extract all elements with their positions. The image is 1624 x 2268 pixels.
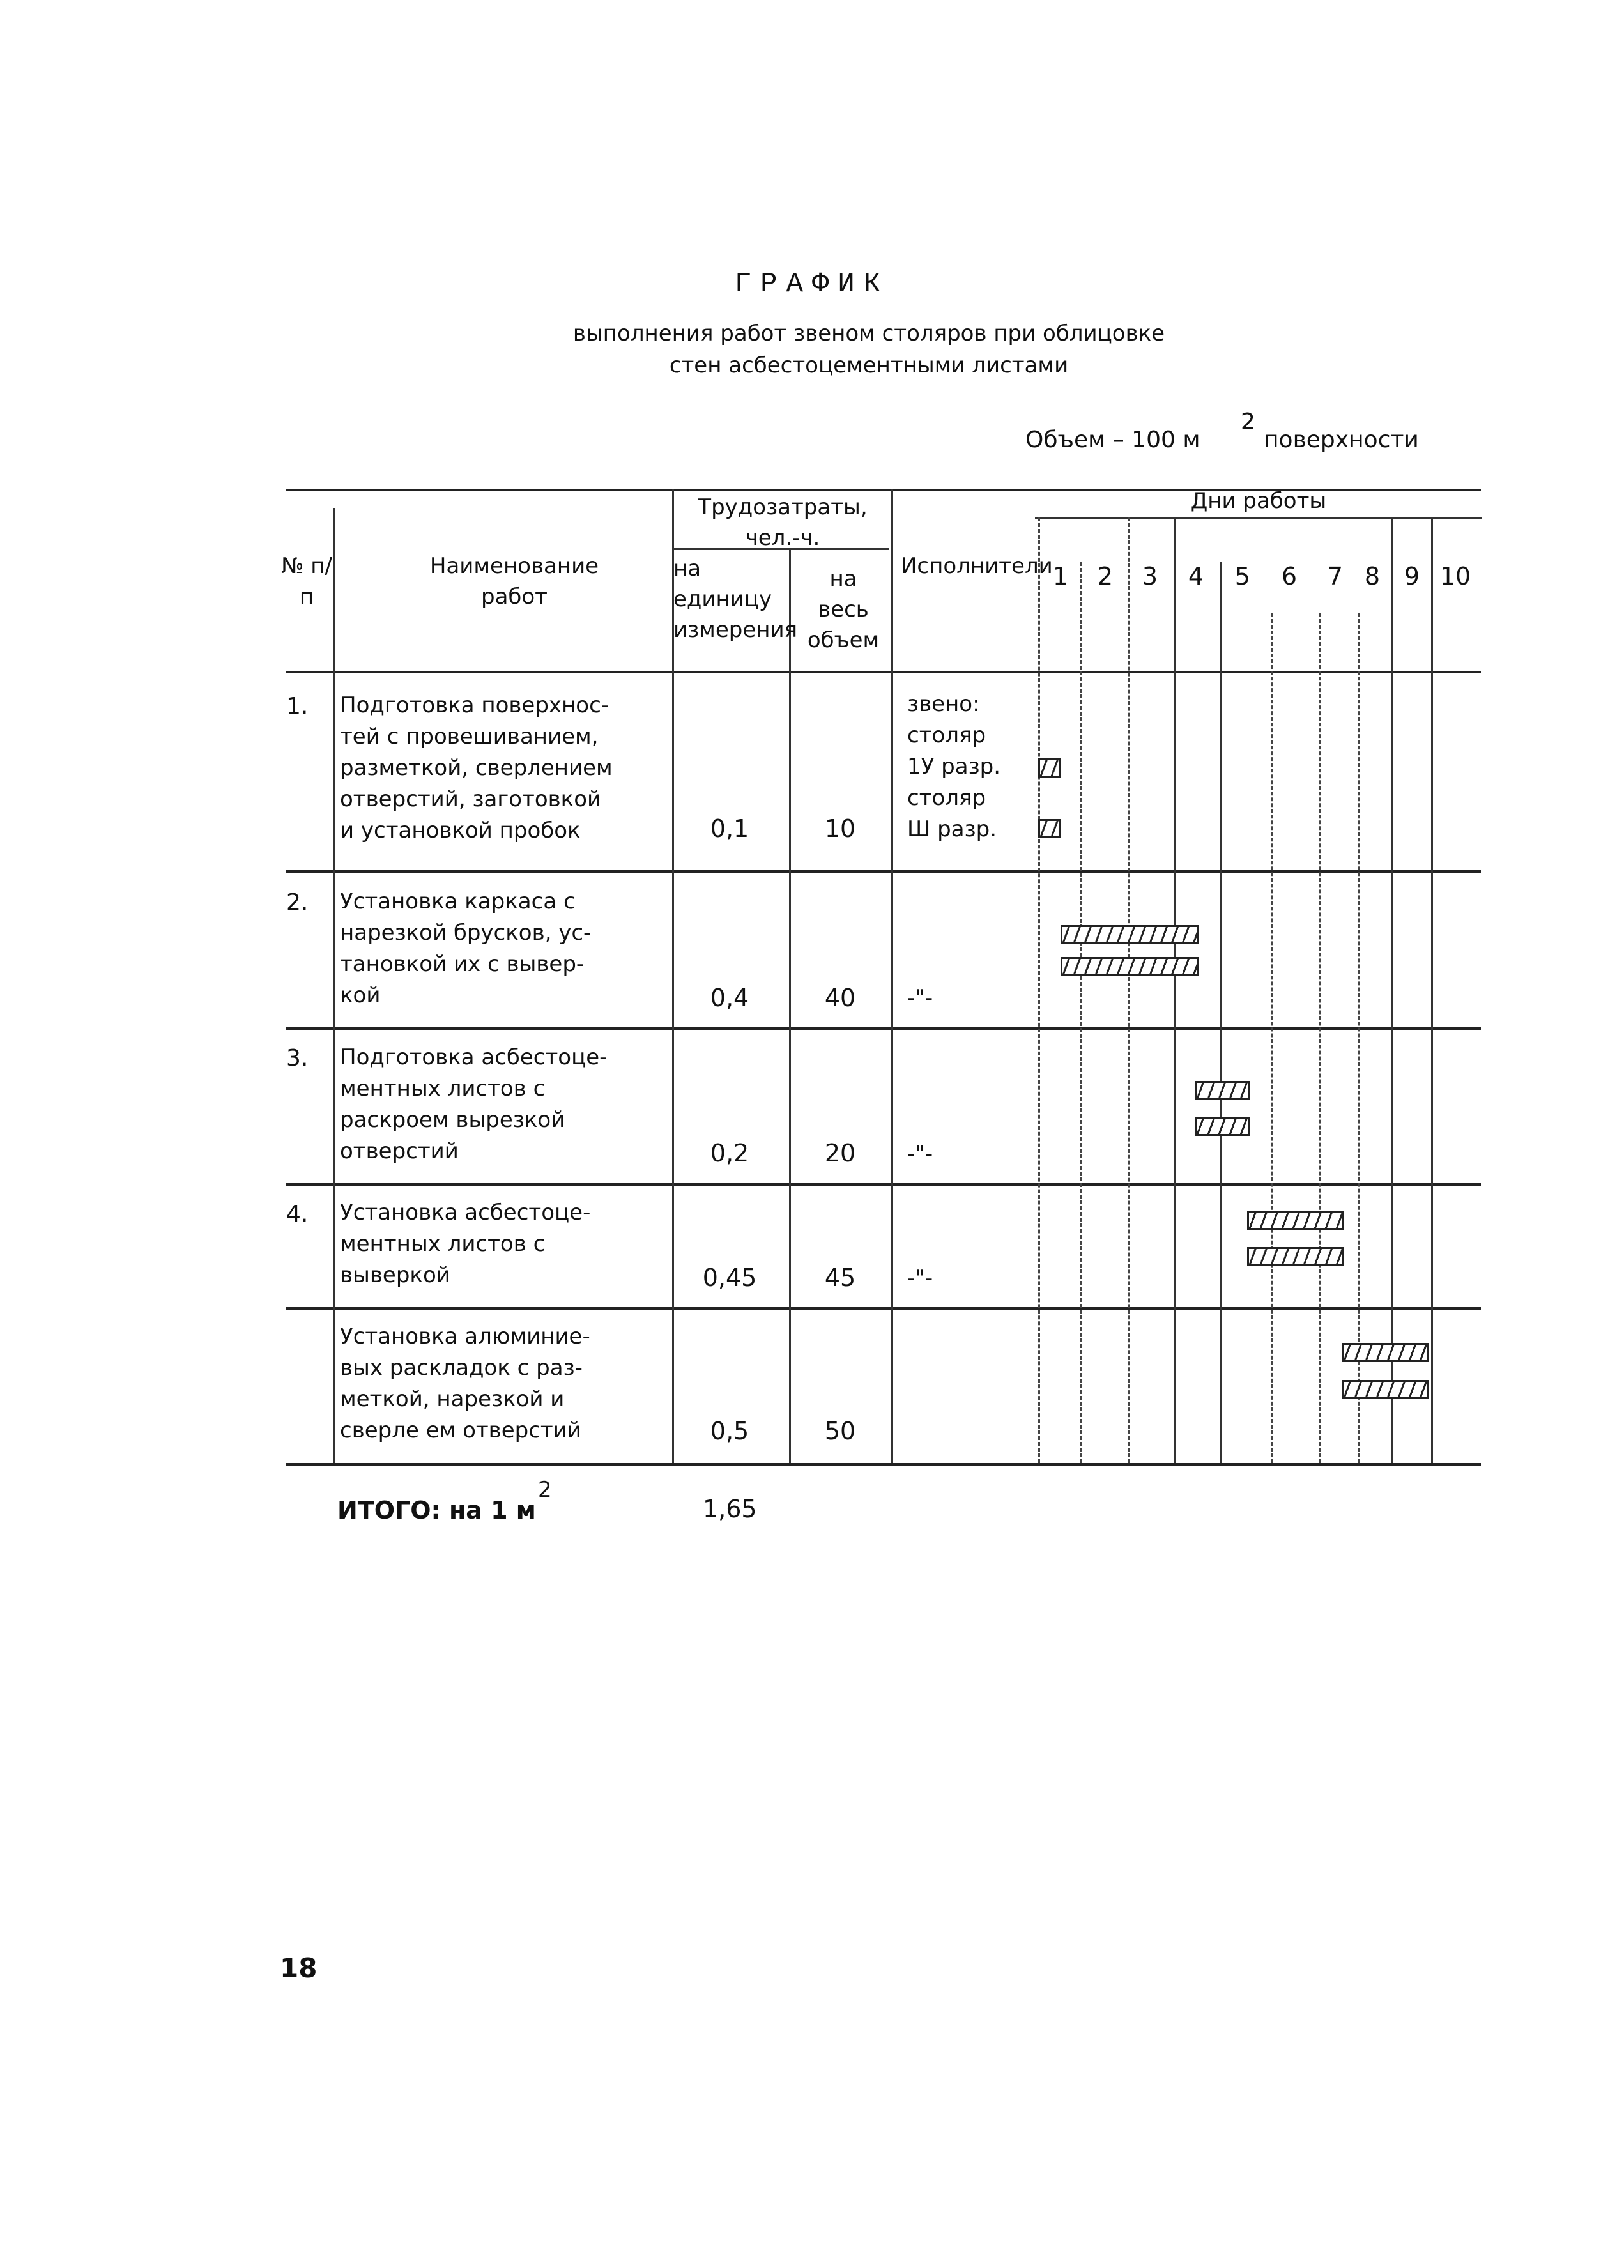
day-number-8: 8 — [1364, 562, 1381, 590]
header-executors: Исполнители — [901, 553, 1053, 579]
row-3-per-unit: 0,2 — [710, 1139, 749, 1167]
row-1-executor-line: звено: — [907, 691, 980, 717]
row-2-name-line: нарезкой брусков, ус- — [340, 920, 592, 946]
header-labor: Трудозатраты, чел.-ч. — [698, 494, 868, 551]
row-1-name-line: разметкой, сверлением — [340, 755, 613, 781]
row-4-name — [340, 1197, 666, 1291]
volume-suffix: поверхности — [1264, 427, 1419, 453]
volume-superscript: 2 — [1241, 409, 1255, 435]
day-number-4: 4 — [1188, 562, 1204, 590]
header-total-volume: на весь объем — [807, 566, 880, 653]
row-1-schedule-bar-grade4 — [1038, 758, 1061, 778]
row-3-schedule-bar-grade3 — [1195, 1117, 1250, 1136]
day-number-10: 10 — [1439, 562, 1471, 590]
header-per-unit: на единицу измерения — [673, 556, 798, 643]
row-4-per-unit: 0,45 — [702, 1264, 757, 1292]
day-divider-2 — [1080, 562, 1082, 1463]
column-divider-number — [333, 508, 335, 1463]
row-5-schedule-bar-grade4 — [1342, 1343, 1429, 1362]
row-2-name — [340, 886, 666, 1011]
row-2-name-line: кой — [340, 983, 381, 1008]
row-2-schedule-bar-grade3 — [1061, 957, 1199, 976]
row-5-total: 50 — [824, 1417, 856, 1445]
day-divider-8 — [1358, 613, 1360, 1463]
day-number-7: 7 — [1327, 562, 1344, 590]
row-1-executors — [907, 689, 1035, 845]
row-1-per-unit: 0,1 — [710, 815, 749, 843]
row-5-name-line: Установка алюминие- — [340, 1324, 590, 1349]
day-number-2: 2 — [1097, 562, 1114, 590]
row-1-executor-line: Ш разр. — [907, 816, 997, 842]
row-5-schedule-bar-grade3 — [1342, 1380, 1429, 1399]
row-5-name — [340, 1321, 666, 1446]
row-1-bottom-border — [286, 870, 1481, 873]
row-2-bottom-border — [286, 1027, 1481, 1030]
row-1-name-line: тей с провешиванием, — [340, 724, 599, 749]
row-3-bottom-border — [286, 1183, 1481, 1186]
row-1-executor-line: 1У разр. — [907, 754, 1001, 779]
row-1-total: 10 — [824, 815, 856, 843]
day-number-5: 5 — [1234, 562, 1251, 590]
row-1-name-line: Подготовка поверхнос- — [340, 693, 609, 718]
row-1-name-line: отверстий, заготовкой — [340, 786, 602, 812]
day-divider-4 — [1174, 517, 1176, 1463]
day-divider-9 — [1391, 517, 1393, 1463]
day-number-9: 9 — [1404, 562, 1420, 590]
day-number-1: 1 — [1052, 562, 1069, 590]
day-number-6: 6 — [1281, 562, 1298, 590]
row-2-total: 40 — [824, 984, 856, 1012]
row-5-name-line: вых раскладок с раз- — [340, 1355, 583, 1381]
row-2-executors: -"- — [907, 985, 933, 1011]
row-3-name-line: отверстий — [340, 1138, 459, 1164]
row-3-total: 20 — [824, 1139, 856, 1167]
total-label: ИТОГО: на 1 м — [337, 1496, 536, 1524]
header-days: Дни работы — [1190, 488, 1327, 514]
row-3-name-line: ментных листов с — [340, 1076, 546, 1101]
row-1-executor-line: столяр — [907, 785, 986, 811]
day-divider-5 — [1220, 562, 1222, 1463]
row-1-executor-line: столяр — [907, 723, 986, 748]
row-4-name-line: ментных листов с — [340, 1231, 546, 1257]
row-4-executors: -"- — [907, 1266, 933, 1291]
row-3-name — [340, 1042, 666, 1167]
table-bottom-border — [286, 1463, 1481, 1466]
column-divider-total — [891, 489, 893, 1463]
day-number-3: 3 — [1142, 562, 1158, 590]
row-2-per-unit: 0,4 — [710, 984, 749, 1012]
row-4-number: 4. — [286, 1201, 309, 1227]
row-1-name-line: и установкой пробок — [340, 818, 581, 843]
row-4-schedule-bar-grade4 — [1247, 1211, 1344, 1230]
row-2-name-line: Установка каркаса с — [340, 889, 576, 914]
row-3-number: 3. — [286, 1045, 309, 1071]
row-4-name-line: выверкой — [340, 1262, 450, 1288]
row-2-name-line: тановкой их с вывер- — [340, 951, 585, 977]
row-4-schedule-bar-grade3 — [1247, 1247, 1344, 1266]
row-4-total: 45 — [824, 1264, 856, 1292]
row-2-number: 2. — [286, 889, 309, 916]
day-divider-3 — [1128, 517, 1130, 1463]
volume-label: Объем – 100 м — [1025, 427, 1200, 453]
total-superscript: 2 — [538, 1477, 552, 1503]
page-number: 18 — [280, 1952, 318, 1984]
row-5-name-line: меткой, нарезкой и — [340, 1386, 565, 1412]
header-bottom-border — [286, 671, 1481, 673]
header-name: Наименование работ — [429, 553, 599, 609]
day-divider-10 — [1431, 517, 1433, 1463]
row-4-bottom-border — [286, 1307, 1481, 1310]
total-value: 1,65 — [703, 1495, 757, 1523]
row-3-schedule-bar-grade4 — [1195, 1081, 1250, 1100]
day-divider-6 — [1271, 613, 1273, 1463]
document-title: ГРАФИК — [734, 268, 890, 300]
row-1-name — [340, 690, 666, 847]
row-5-per-unit: 0,5 — [710, 1417, 749, 1445]
row-1-schedule-bar-grade3 — [1038, 819, 1061, 838]
row-4-name-line: Установка асбестоце- — [340, 1200, 591, 1225]
days-header-underline — [1035, 517, 1482, 519]
document-subtitle-line1: выполнения работ звеном столяров при облицовке — [572, 321, 1165, 346]
day-divider-1 — [1038, 517, 1040, 1463]
document-subtitle-line2: стен асбестоцементными листами — [669, 353, 1069, 378]
row-3-executors: -"- — [907, 1141, 933, 1167]
row-5-name-line: сверле ем отверстий — [340, 1418, 581, 1443]
row-2-schedule-bar-grade4 — [1061, 925, 1199, 944]
row-3-name-line: Подготовка асбестоце- — [340, 1045, 608, 1070]
row-1-number: 1. — [286, 693, 309, 719]
day-divider-7 — [1319, 613, 1321, 1463]
header-number: № п/п — [281, 553, 332, 609]
row-3-name-line: раскроем вырезкой — [340, 1107, 565, 1133]
